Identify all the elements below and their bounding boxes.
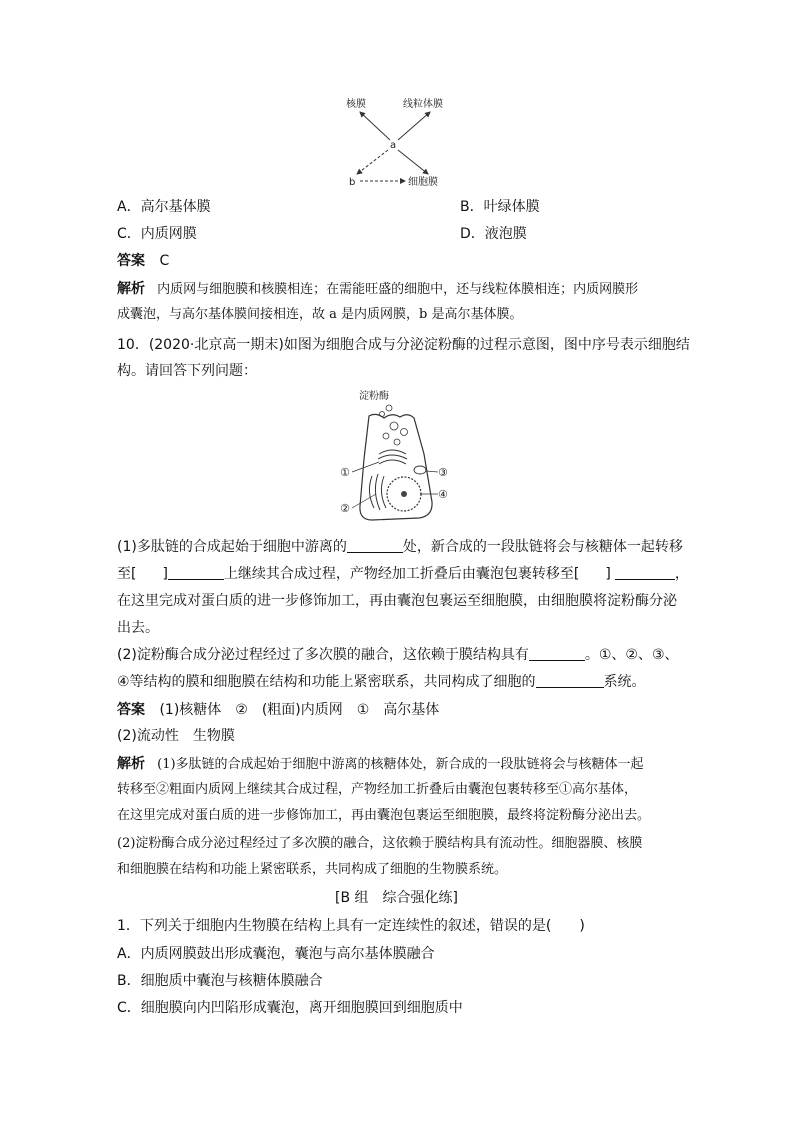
analysis-text: 内质网与细胞膜和核膜相连；在需能旺盛的细胞中，还与线粒体膜相连；内质网膜形 bbox=[157, 282, 639, 297]
q10-analysis-line-2 bbox=[117, 781, 637, 799]
question-text: 上继续其合成过程，产物经加工折叠后由囊泡包裹转移至[ bbox=[223, 566, 580, 582]
answer-text: (1)核糖体 ② (粗面)内质网 ① 高尔基体 bbox=[159, 702, 440, 718]
vesicle bbox=[390, 422, 398, 430]
question-stem: 10．(2020·北京高一期末)如图为细胞合成与分泌淀粉酶的过程示意图，图中序号表示细胞结 bbox=[117, 337, 690, 353]
q10-part1-line-3 bbox=[117, 592, 677, 610]
golgi-body bbox=[379, 460, 406, 464]
question-text: 在这里完成对蛋白质的进一步修饰加工，再由囊泡包裹运至细胞膜，由细胞膜将淀粉酶分泌 bbox=[117, 593, 677, 609]
fig-label-1: ① bbox=[340, 466, 350, 479]
b-q1-option-a bbox=[117, 945, 435, 963]
q9-options-row-1 bbox=[117, 198, 540, 216]
answer-label: 答案 bbox=[117, 702, 145, 718]
vesicle bbox=[394, 439, 400, 445]
analysis-text: 在这里完成对蛋白质的进一步修饰加工，再由囊泡包裹运至细胞膜，最终将淀粉酶分泌出去。 bbox=[117, 808, 651, 823]
arrow-a-to-mito bbox=[398, 112, 430, 140]
answer-text: (2)流动性 生物膜 bbox=[117, 728, 235, 744]
question-text: 至[ bbox=[117, 566, 137, 582]
b-q1-option-c bbox=[117, 999, 463, 1017]
analysis-text: 和细胞膜在结构和功能上紧密联系，共同构成了细胞的生物膜系统。 bbox=[117, 862, 508, 877]
question-text: ] bbox=[605, 566, 611, 582]
arrow-a-to-nucleus bbox=[360, 112, 390, 140]
option-a: A．内质网膜鼓出形成囊泡，囊泡与高尔基体膜融合 bbox=[117, 946, 435, 962]
q10-stem-line-2 bbox=[117, 362, 257, 380]
analysis-label: 解析 bbox=[117, 281, 145, 297]
question-text: 。①、②、③、 bbox=[584, 647, 679, 663]
option-c: C．细胞膜向内凹陷形成囊泡，离开细胞膜回到细胞质中 bbox=[117, 1000, 463, 1016]
secreted-vesicle bbox=[386, 405, 392, 411]
q10-analysis-line-3 bbox=[117, 807, 650, 825]
fill-blank[interactable] bbox=[168, 566, 224, 580]
fig-label-3: ③ bbox=[438, 466, 448, 479]
option-b: B．细胞质中囊泡与核糖体膜融合 bbox=[117, 973, 323, 989]
question-text: 处，新合成的一段肽链将会与核糖体一起转移 bbox=[402, 539, 683, 555]
q9-options-row-2 bbox=[117, 225, 527, 243]
rough-er bbox=[381, 476, 386, 508]
option-c: C．内质网膜 bbox=[117, 226, 197, 242]
q10-stem-line-1 bbox=[117, 336, 690, 354]
fill-blank[interactable] bbox=[536, 674, 604, 688]
analysis-text: 成囊泡，与高尔基体膜间接相连，故 a 是内质网膜，b 是高尔基体膜。 bbox=[117, 307, 523, 322]
section-b-heading bbox=[0, 889, 793, 907]
secretory-cell-figure bbox=[334, 384, 459, 529]
label-cell-membrane: 细胞膜 bbox=[408, 177, 438, 188]
fill-blank[interactable] bbox=[615, 566, 675, 580]
membrane-relation-diagram bbox=[330, 92, 460, 194]
b-q1-option-b bbox=[117, 972, 323, 990]
option-a: A．高尔基体膜 bbox=[117, 199, 211, 215]
fig-label-4: ④ bbox=[438, 488, 448, 501]
cell-outline bbox=[360, 414, 432, 520]
answer-label: 答案 bbox=[117, 253, 145, 269]
option-b: B．叶绿体膜 bbox=[460, 199, 540, 215]
vesicle bbox=[401, 429, 408, 436]
option-d: D．液泡膜 bbox=[460, 226, 527, 242]
leader-line-3 bbox=[426, 471, 438, 472]
label-b: b bbox=[349, 177, 356, 188]
leader-line-2 bbox=[352, 494, 376, 508]
q10-analysis-line-5 bbox=[117, 861, 507, 879]
question-text: ④等结构的膜和细胞膜在结构和功能上紧密联系，共同构成了细胞的 bbox=[117, 674, 536, 690]
question-stem: 构。请回答下列问题： bbox=[117, 363, 257, 379]
arrow-a-to-cell bbox=[398, 150, 428, 174]
analysis-text: 转移至②粗面内质网上继续其合成过程，产物经加工折叠后由囊泡包裹转移至①高尔基体， bbox=[117, 782, 638, 797]
fig-label-2: ② bbox=[340, 502, 350, 515]
label-nucleus-membrane: 核膜 bbox=[346, 99, 366, 110]
golgi-body bbox=[378, 455, 407, 459]
rough-er bbox=[369, 476, 374, 508]
q9-analysis-line-1 bbox=[117, 280, 638, 299]
q9-analysis-line-2 bbox=[117, 306, 522, 324]
fill-blank[interactable] bbox=[347, 539, 403, 553]
section-heading: [B 组 综合强化练] bbox=[335, 890, 458, 906]
golgi-body bbox=[379, 450, 406, 454]
q10-part2-line-1 bbox=[117, 646, 679, 664]
arrow-a-to-b bbox=[357, 150, 388, 174]
question-text: (1)多肽链的合成起始于细胞中游离的 bbox=[117, 539, 347, 555]
question-text: 系统。 bbox=[603, 674, 646, 690]
q10-answer-line-2 bbox=[117, 727, 235, 745]
analysis-label: 解析 bbox=[117, 756, 145, 772]
q10-part1-line-4 bbox=[117, 619, 159, 637]
q10-analysis-line-4 bbox=[117, 835, 642, 853]
label-mito-membrane: 线粒体膜 bbox=[403, 99, 443, 110]
question-stem: 1．下列关于细胞内生物膜在结构上具有一定连续性的叙述，错误的是( ) bbox=[117, 918, 585, 934]
fill-blank[interactable] bbox=[529, 647, 585, 661]
analysis-text: (1)多肽链的合成起始于细胞中游离的核糖体处，新合成的一段肽链将会与核糖体一起 bbox=[157, 757, 644, 772]
question-text: ] bbox=[162, 566, 168, 582]
analysis-text: (2)淀粉酶合成分泌过程经过了多次膜的融合，这依赖于膜结构具有流动性。细胞器膜、核膜 bbox=[117, 836, 643, 851]
q10-part2-line-2 bbox=[117, 673, 646, 691]
mitochondrion bbox=[414, 466, 426, 474]
q9-answer bbox=[117, 252, 169, 270]
b-q1-stem bbox=[117, 917, 585, 935]
answer-value: C bbox=[159, 253, 170, 269]
question-text: (2)淀粉酶合成分泌过程经过了多次膜的融合，这依赖于膜结构具有 bbox=[117, 647, 529, 663]
question-text: 出去。 bbox=[117, 620, 159, 636]
vesicle bbox=[383, 433, 389, 439]
fig-title-amylase: 淀粉酶 bbox=[359, 391, 389, 402]
label-a: a bbox=[390, 140, 397, 151]
nucleolus bbox=[401, 491, 407, 497]
rough-er bbox=[375, 474, 380, 510]
question-text: ， bbox=[674, 566, 689, 582]
q10-answer-line-1 bbox=[117, 701, 439, 719]
q10-part1-line-2 bbox=[117, 565, 689, 583]
leader-line-1 bbox=[352, 462, 379, 472]
q10-analysis-line-1 bbox=[117, 755, 644, 774]
q10-part1-line-1 bbox=[117, 538, 683, 556]
